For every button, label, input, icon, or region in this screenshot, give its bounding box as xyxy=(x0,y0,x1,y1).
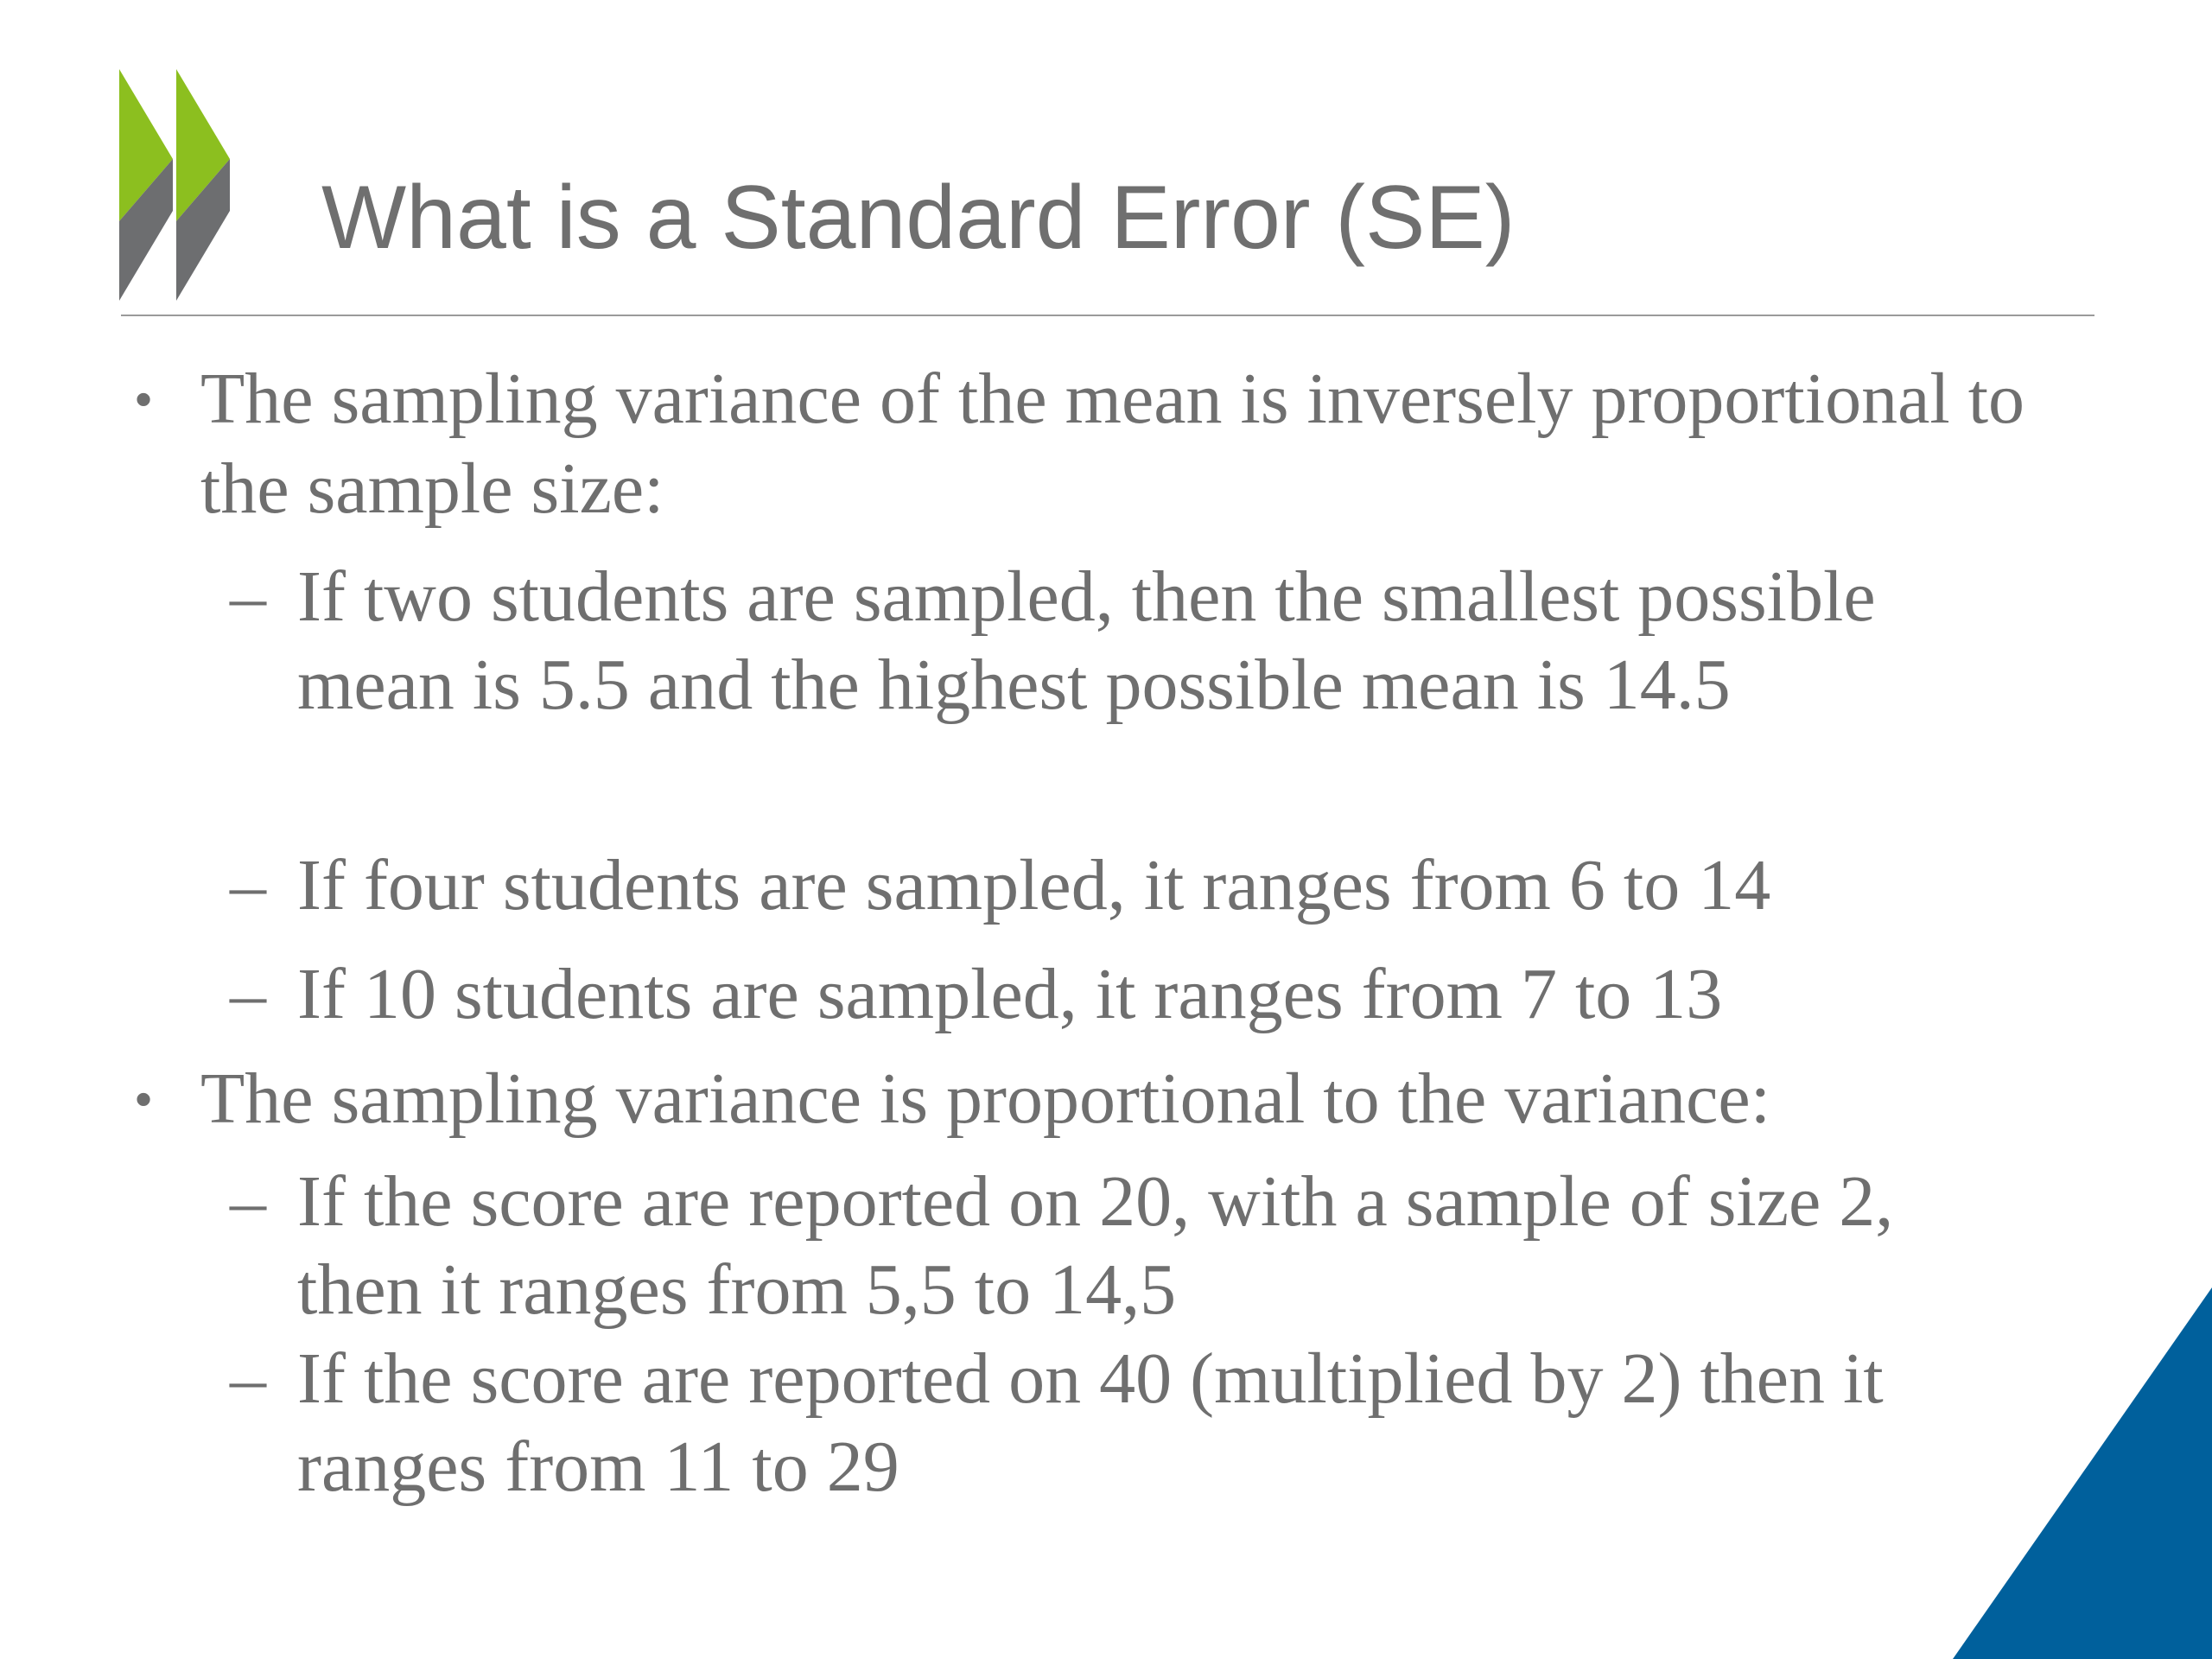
blue-corner-triangle-icon xyxy=(1953,1287,2212,1659)
sub-bullet-item xyxy=(230,553,2025,729)
sub-bullet-item xyxy=(230,842,2025,930)
bullet-marker: • xyxy=(135,372,152,426)
dash-marker: – xyxy=(230,1338,266,1419)
sub-bullet-item xyxy=(230,950,2025,1039)
dash-marker: – xyxy=(230,954,266,1034)
slide-title: What is a Standard Error (SE) xyxy=(321,168,1516,268)
sub-bullet-item xyxy=(230,1335,2025,1511)
sub-bullet-text: If two students are sampled, then the smallest possible mean is 5.5 and the highest possible mean is 14.5 xyxy=(297,556,1876,725)
bullet-marker: • xyxy=(135,1071,152,1126)
bullet-text: The sampling variance is proportional to the variance: xyxy=(200,1058,1771,1139)
sub-bullet-item xyxy=(230,1158,2025,1334)
bullet-text: The sampling variance of the mean is inversely proportional to the sample size: xyxy=(200,359,2025,529)
sub-bullet-text: If the score are reported on 20, with a sample of size 2, then it ranges from 5,5 to 14,5 xyxy=(297,1161,1894,1330)
sub-bullet-text: If the score are reported on 40 (multiplied by 2) then it ranges from 11 to 29 xyxy=(297,1338,1884,1507)
dash-marker: – xyxy=(230,1161,266,1242)
sub-bullet-text: If four students are sampled, it ranges from 6 to 14 xyxy=(297,845,1771,925)
bullet-item xyxy=(135,1054,2067,1144)
bullet-item xyxy=(135,354,2067,534)
dash-marker: – xyxy=(230,556,266,637)
sub-bullet-text: If 10 students are sampled, it ranges from 7 to 13 xyxy=(297,954,1723,1034)
dash-marker: – xyxy=(230,845,266,925)
